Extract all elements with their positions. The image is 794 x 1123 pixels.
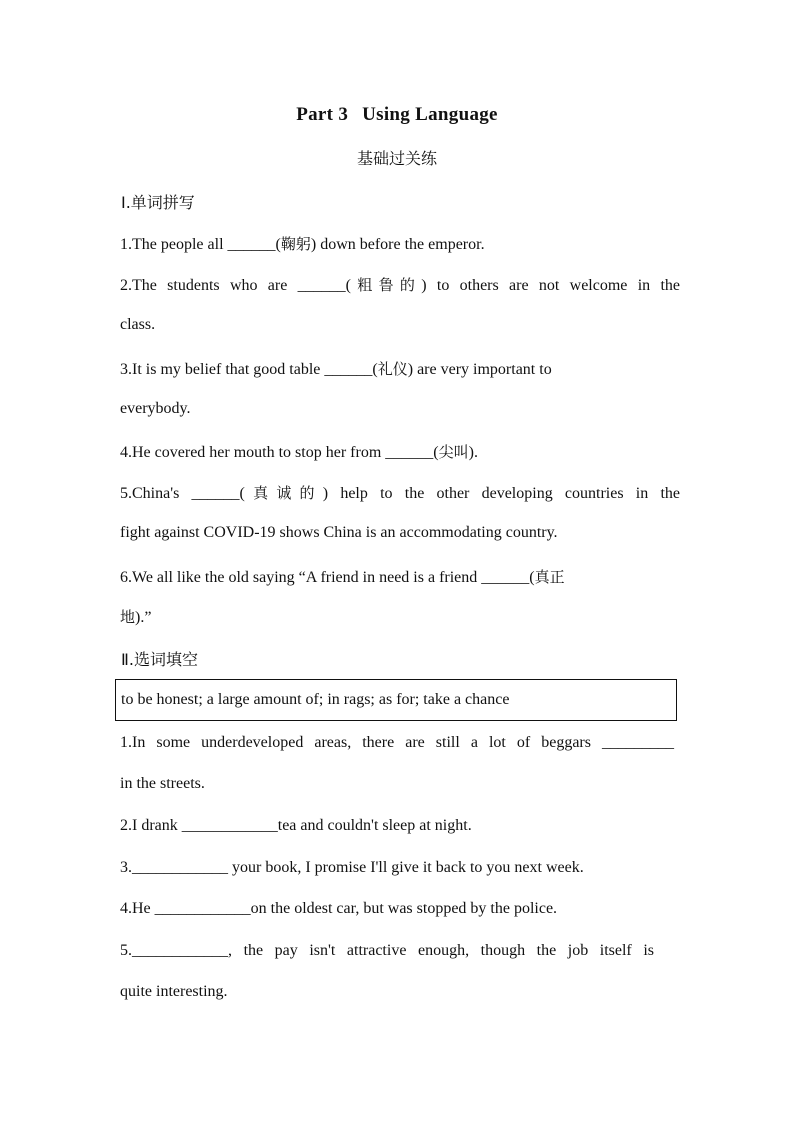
- s1-item6-text-c: ).”: [135, 609, 152, 626]
- word-bank-box: [115, 679, 677, 721]
- s1-item2-text-a: 2.The students who are ______(: [120, 277, 351, 294]
- title-name: Using Language: [362, 104, 498, 125]
- s1-item3-text-a: 3.It is my belief that good table ______(: [120, 361, 378, 378]
- s1-item1-line1: [120, 234, 680, 255]
- s1-item5-text-a: 5.China's ______(: [120, 485, 245, 502]
- s1-item6-text-a: 6.We all like the old saying “A friend in need is a friend ______(: [120, 569, 535, 586]
- s1-item5-line1: [120, 483, 680, 504]
- s1-item4-text-b: ).: [468, 444, 478, 461]
- s1-item1-text-a: 1.The people all ______(: [120, 236, 281, 253]
- s1-item4-line1: [120, 442, 680, 463]
- s2-item5-line2: quite interesting.: [120, 983, 228, 1000]
- section2-heading: Ⅱ.选词填空: [121, 650, 198, 669]
- s1-item5-text-b: ) help to the other developing countries in the: [322, 485, 680, 502]
- s1-item5-line2: fight against COVID-19 shows China is an accommodating country.: [120, 524, 558, 541]
- s1-item4-cn-hint: 尖叫: [438, 443, 469, 461]
- s1-item3-text-b: ) are very important to: [407, 361, 552, 378]
- s1-item2-cn-hint: 粗鲁的: [350, 276, 422, 294]
- s1-item3-line1: [120, 359, 680, 380]
- s2-item3-line1: 3.____________ your book, I promise I'll give it back to you next week.: [120, 859, 584, 876]
- title-part: Part 3: [296, 104, 349, 125]
- section1-heading: Ⅰ.单词拼写: [121, 193, 195, 212]
- word-bank-text: to be honest; a large amount of; in rags; as for; take a chance: [121, 691, 510, 708]
- s1-item1-text-b: ) down before the emperor.: [310, 236, 485, 253]
- s1-item1-cn-hint: 鞠躬: [280, 235, 311, 253]
- s1-item3-cn-hint: 礼仪: [377, 360, 408, 378]
- s1-item2-line2: class.: [120, 316, 156, 333]
- s2-item1-line1: 1.In some underdeveloped areas, there are still a lot of beggars _________: [120, 734, 674, 751]
- s1-item2-text-b: ) to others are not welcome in the: [421, 277, 681, 294]
- s1-item6-line1: [120, 567, 650, 588]
- s1-item4-text-a: 4.He covered her mouth to stop her from ______(: [120, 444, 439, 461]
- s1-item6-cn-hint: 真正: [534, 568, 565, 586]
- s1-item5-cn-hint: 真诚的: [244, 484, 323, 502]
- s2-item2-line1: 2.I drank ____________tea and couldn't sleep at night.: [120, 817, 472, 834]
- s1-item2-line1: [120, 275, 680, 296]
- page-subtitle: 基础过关练: [356, 149, 437, 168]
- page-title: [0, 104, 794, 126]
- s2-item5-line1: 5.____________, the pay isn't attractive enough, though the job itself is: [120, 942, 654, 959]
- s1-item3-line2: everybody.: [120, 400, 191, 417]
- s1-item6-line2: [120, 607, 680, 628]
- s1-item6-cn-hint-2: 地: [120, 608, 136, 626]
- s2-item4-line1: 4.He ____________on the oldest car, but was stopped by the police.: [120, 900, 558, 917]
- s2-item1-line2: in the streets.: [120, 775, 205, 792]
